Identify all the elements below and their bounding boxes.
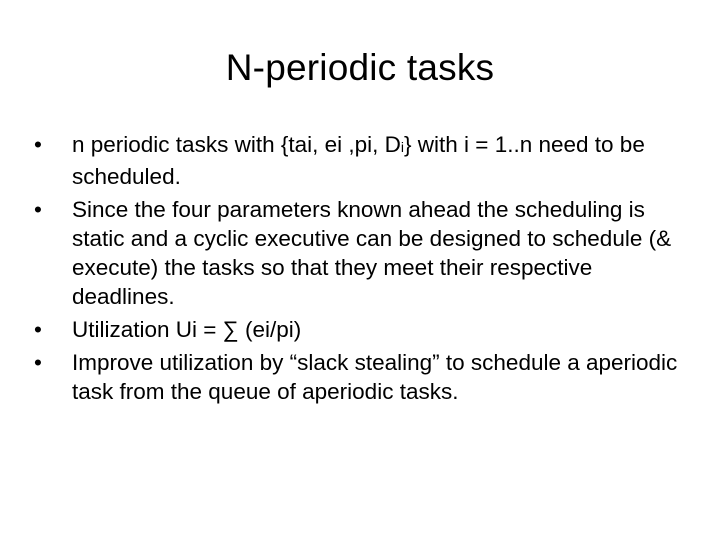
bullet-icon: •	[34, 197, 42, 222]
bullet-item	[34, 315, 684, 344]
bullet-icon: •	[34, 132, 42, 157]
slide-title: N-periodic tasks	[225, 47, 495, 88]
bullet-text-part: } with i = 1..n need to be scheduled.	[72, 132, 645, 189]
bullet-icon: •	[34, 317, 42, 342]
bullet-item	[34, 348, 684, 406]
bullet-item	[34, 195, 684, 311]
subscript-text: i	[400, 139, 405, 155]
bullet-text: Since the four parameters known ahead the scheduling is static and a cyclic executive can be designed to schedule (& execute) the tasks so that they meet their respective deadlines.	[72, 197, 672, 309]
bullet-text: Utilization Ui = ∑ (ei/pi)	[72, 317, 302, 342]
bullet-item	[34, 130, 684, 191]
bullet-list	[34, 130, 684, 410]
bullet-icon: •	[34, 350, 42, 375]
bullet-text: Improve utilization by “slack stealing” to schedule a aperiodic task from the queue of aperiodic tasks.	[72, 350, 678, 404]
bullet-text-part: n periodic tasks with {tai, ei ,pi, D	[72, 132, 401, 157]
